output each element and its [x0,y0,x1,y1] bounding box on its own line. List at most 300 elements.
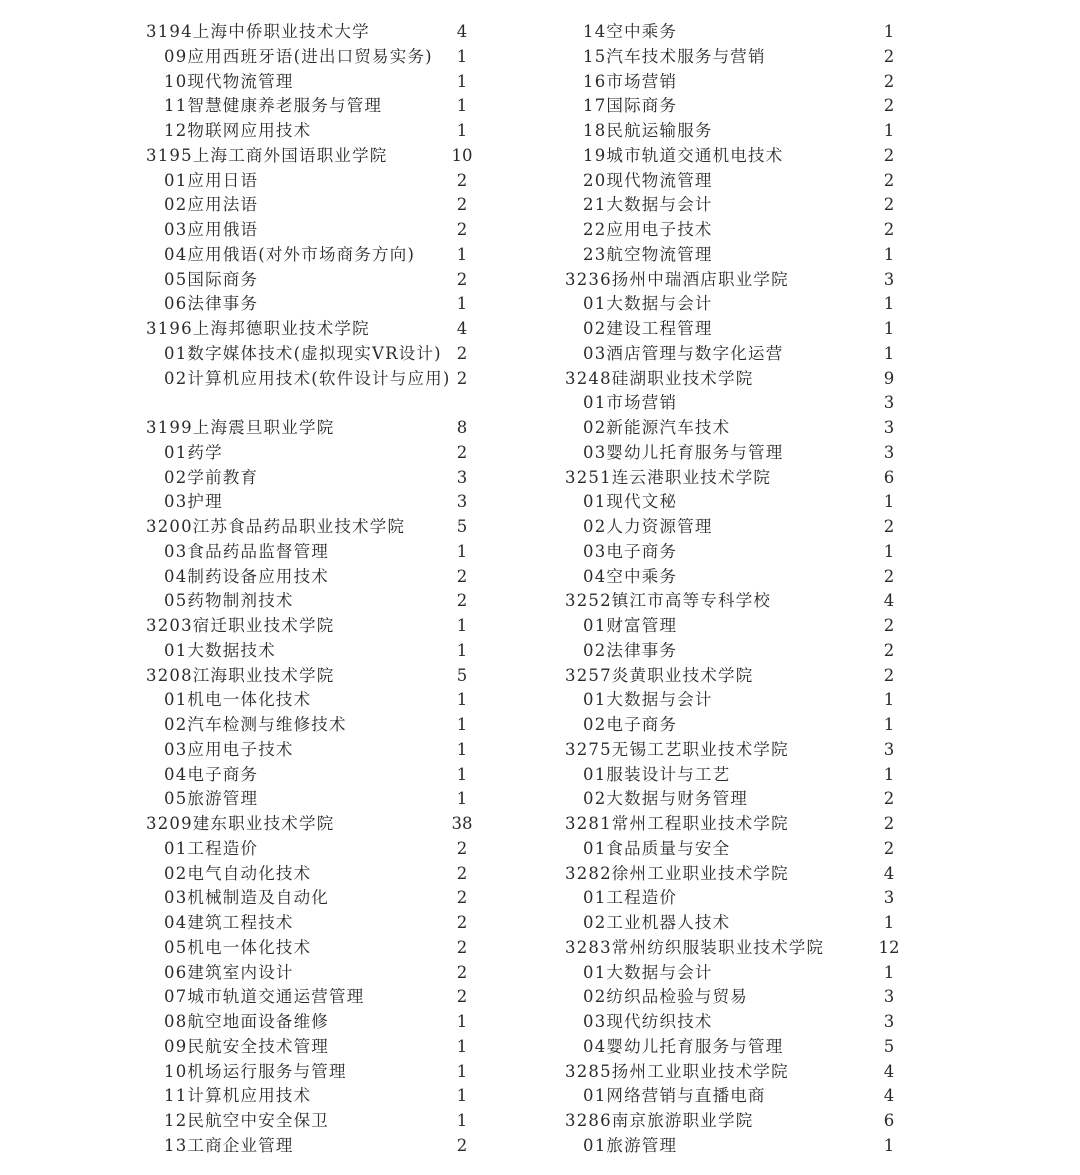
major-name: 电子商务 [187,764,259,784]
major-row [0,1084,490,1109]
major-code: 04 [164,913,188,932]
major-code: 01 [164,838,188,858]
major-name: 人力资源管理 [606,517,713,536]
enrollment-count: 1 [456,1036,468,1056]
major-code: 01 [583,962,607,982]
school-name: 徐州工业职业技术学院 [611,863,789,883]
major-code: 20 [583,170,607,190]
major-row [560,243,900,268]
school-name: 硅湖职业技术学院 [611,368,754,388]
school-code: 3281 [565,814,612,833]
major-code: 05 [164,937,188,957]
major-code: 12 [164,1111,188,1130]
enrollment-count: 38 [451,814,473,833]
major-code: 06 [164,294,188,314]
school-code: 3252 [565,591,612,611]
school-name: 上海工商外国语职业学院 [192,145,388,165]
major-name: 现代物流管理 [606,170,713,190]
school-row [560,812,900,837]
major-row [560,342,900,367]
major-name: 财富管理 [606,616,678,635]
major-row [560,169,900,194]
school-name: 常州工程职业技术学院 [611,814,789,833]
major-code: 02 [164,195,188,215]
major-name: 旅游管理 [606,1135,678,1155]
major-row [0,961,490,986]
major-name: 民航安全技术管理 [187,1036,330,1056]
school-name: 常州纺织服装职业技术学院 [611,937,825,957]
major-name: 民航空中安全保卫 [187,1111,330,1130]
major-name: 智慧健康养老服务与管理 [187,96,383,116]
enrollment-count: 4 [456,22,468,41]
major-code: 19 [583,145,607,165]
major-code: 01 [583,690,607,710]
enrollment-count: 1 [883,962,895,982]
enrollment-count: 2 [883,566,895,586]
major-name: 服装设计与工艺 [606,764,731,784]
major-code: 02 [164,467,188,487]
enrollment-count: 2 [456,838,468,858]
school-name: 上海邦德职业技术学院 [192,319,370,338]
school-row [560,862,900,887]
major-row [560,961,900,986]
enrollment-count: 1 [456,739,468,759]
major-name: 学前教育 [187,467,259,487]
school-row [0,144,490,169]
enrollment-count: 3 [883,739,895,759]
enrollment-count: 1 [456,1012,468,1031]
major-code: 15 [583,46,607,66]
school-code: 3208 [146,665,193,685]
major-row [0,639,490,664]
school-name: 江海职业技术学院 [192,665,335,685]
major-name: 空中乘务 [606,22,678,41]
major-code: 03 [164,739,188,759]
school-row [0,317,490,342]
major-name: 婴幼儿托育服务与管理 [606,1036,784,1056]
enrollment-count: 2 [456,591,468,611]
school-row [560,738,900,763]
major-row [560,70,900,95]
major-code: 07 [164,987,188,1007]
enrollment-count: 5 [883,1036,895,1056]
major-name: 国际商务 [187,269,259,289]
major-row [0,985,490,1010]
enrollment-count: 2 [456,888,468,908]
major-code: 03 [164,220,188,239]
school-code: 3195 [146,145,193,165]
enrollment-count: 5 [456,517,468,536]
major-code: 02 [583,418,607,437]
major-name: 婴幼儿托育服务与管理 [606,442,784,462]
major-row [560,639,900,664]
major-name: 城市轨道交通运营管理 [187,987,365,1007]
enrollment-count: 1 [883,22,895,41]
enrollment-count: 2 [456,863,468,883]
major-code: 10 [164,1061,188,1081]
major-name: 药学 [187,442,223,462]
major-code: 04 [164,566,188,586]
left-column [0,20,490,1159]
major-row [0,688,490,713]
school-code: 3275 [565,739,612,759]
school-code: 3194 [146,22,193,41]
school-row [560,1109,900,1134]
major-name: 应用俄语 [187,220,259,239]
enrollment-count: 1 [456,71,468,91]
major-row [560,763,900,788]
major-name: 药物制剂技术 [187,591,294,611]
major-row [560,515,900,540]
school-row [0,664,490,689]
school-code: 3283 [565,937,612,957]
major-name: 大数据与会计 [606,690,713,710]
major-row [0,119,490,144]
school-name: 江苏食品药品职业技术学院 [192,517,406,536]
major-code: 02 [583,319,607,338]
enrollment-count: 12 [878,937,900,957]
major-name: 法律事务 [187,294,259,314]
major-row [0,565,490,590]
major-row [560,292,900,317]
enrollment-count: 3 [883,1012,895,1031]
school-name: 上海震旦职业学院 [192,418,335,437]
major-name: 计算机应用技术 [187,1086,312,1106]
major-row [560,1010,900,1035]
major-code: 10 [164,71,188,91]
major-code: 04 [583,566,607,586]
major-row [0,886,490,911]
major-row [560,20,900,45]
major-row [0,367,490,417]
enrollment-count: 1 [883,244,895,264]
enrollment-count: 2 [456,368,468,388]
school-code: 3199 [146,418,193,437]
enrollment-count: 1 [883,492,895,512]
major-name: 应用电子技术 [187,739,294,759]
enrollment-count: 2 [883,170,895,190]
major-code: 11 [164,1086,188,1106]
major-code: 03 [583,442,607,462]
major-code: 01 [164,170,188,190]
major-name: 现代物流管理 [187,71,294,91]
major-code: 05 [164,269,188,289]
enrollment-count: 2 [456,937,468,957]
major-code: 02 [583,517,607,536]
school-code: 3251 [565,467,612,487]
school-row [0,416,490,441]
major-row [0,268,490,293]
major-row [0,911,490,936]
major-code: 01 [583,616,607,635]
enrollment-count: 2 [883,195,895,215]
enrollment-count: 6 [883,1111,895,1130]
major-row [560,837,900,862]
major-row [0,94,490,119]
school-code: 3203 [146,616,193,635]
major-row [560,688,900,713]
enrollment-count: 1 [456,244,468,264]
major-code: 03 [164,888,188,908]
major-row [560,119,900,144]
enrollment-count: 2 [456,343,468,363]
major-row [0,1035,490,1060]
major-row [0,466,490,491]
major-name: 计算机应用技术(软件设计与应用) [187,368,451,388]
major-row [0,589,490,614]
major-row [0,292,490,317]
major-name: 电气自动化技术 [187,863,312,883]
major-code: 22 [583,220,607,239]
major-code: 21 [583,195,607,215]
enrollment-count: 5 [456,665,468,685]
school-code: 3248 [565,368,612,388]
major-name: 汽车检测与维修技术 [187,715,347,734]
major-name: 现代纺织技术 [606,1012,713,1031]
major-row [560,985,900,1010]
major-row [560,1035,900,1060]
major-row [560,416,900,441]
enrollment-count: 1 [456,789,468,809]
major-name: 市场营销 [606,71,678,91]
major-name: 现代文秘 [606,492,678,512]
major-name: 食品药品监督管理 [187,541,330,561]
major-row [0,342,490,367]
major-row [0,713,490,738]
school-name: 上海中侨职业技术大学 [192,22,370,41]
major-code: 01 [583,492,607,512]
major-row [0,218,490,243]
major-code: 03 [583,541,607,561]
major-name: 工业机器人技术 [606,913,731,932]
enrollment-count: 2 [883,71,895,91]
major-row [0,936,490,961]
major-name: 法律事务 [606,640,678,660]
major-row [560,787,900,812]
major-row [560,193,900,218]
major-row [560,490,900,515]
enrollment-count: 2 [456,913,468,932]
major-name: 大数据技术 [187,640,276,660]
school-name: 连云港职业技术学院 [611,467,772,487]
enrollment-count: 2 [456,269,468,289]
school-row [560,664,900,689]
major-code: 04 [164,764,188,784]
major-row [0,1134,490,1159]
major-name: 新能源汽车技术 [606,418,731,437]
major-code: 17 [583,96,607,116]
major-code: 01 [164,442,188,462]
major-code: 01 [583,1135,607,1155]
right-column [560,20,900,1159]
major-row [0,837,490,862]
enrollment-count: 1 [456,541,468,561]
enrollment-count: 1 [883,764,895,784]
major-row [560,144,900,169]
school-code: 3200 [146,517,193,536]
school-row [560,936,900,961]
major-code: 16 [583,71,607,91]
major-code: 01 [164,690,188,710]
enrollment-count: 2 [883,640,895,660]
major-row [0,763,490,788]
major-name: 大数据与会计 [606,962,713,982]
school-code: 3236 [565,269,612,289]
enrollment-count: 3 [883,393,895,413]
major-row [560,540,900,565]
enrollment-count: 2 [456,220,468,239]
major-row [560,94,900,119]
enrollment-count: 2 [883,838,895,858]
major-code: 01 [583,393,607,413]
major-code: 18 [583,121,607,140]
major-code: 04 [164,244,188,264]
school-row [0,20,490,45]
major-name: 市场营销 [606,393,678,413]
enrollment-count: 2 [883,814,895,833]
enrollment-count: 2 [456,987,468,1007]
enrollment-count: 1 [883,121,895,140]
major-code: 14 [583,22,607,41]
major-name: 机电一体化技术 [187,690,312,710]
enrollment-count: 2 [456,170,468,190]
major-code: 12 [164,121,188,140]
major-name: 城市轨道交通机电技术 [606,145,784,165]
enrollment-count: 2 [883,220,895,239]
major-row [0,1109,490,1134]
enrollment-count: 1 [883,541,895,561]
enrollment-count: 3 [883,888,895,908]
school-code: 3209 [146,814,193,833]
major-name: 食品质量与安全 [606,838,731,858]
major-name: 应用电子技术 [606,220,713,239]
school-row [560,589,900,614]
enrollment-count: 1 [456,764,468,784]
enrollment-count: 1 [883,319,895,338]
major-name: 应用法语 [187,195,259,215]
major-name: 航空物流管理 [606,244,713,264]
major-code: 04 [583,1036,607,1056]
enrollment-count: 1 [456,1111,468,1130]
major-name: 建筑工程技术 [187,913,294,932]
school-code: 3285 [565,1061,612,1081]
school-row [560,268,900,293]
major-code: 02 [164,863,188,883]
major-code: 01 [583,888,607,908]
major-code: 02 [164,715,188,734]
enrollment-count: 9 [883,368,895,388]
enrollment-count: 1 [883,690,895,710]
major-code: 02 [583,987,607,1007]
school-row [0,515,490,540]
major-row [560,45,900,70]
enrollment-count: 8 [456,418,468,437]
school-row [0,812,490,837]
major-code: 01 [583,838,607,858]
enrollment-count: 2 [456,962,468,982]
major-name: 制药设备应用技术 [187,566,330,586]
major-code: 02 [583,913,607,932]
enrollment-count: 2 [883,96,895,116]
major-code: 03 [164,541,188,561]
enrollment-count: 1 [456,294,468,314]
enrollment-count: 1 [883,1135,895,1155]
school-name: 建东职业技术学院 [192,814,335,833]
school-row [560,466,900,491]
major-code: 23 [583,244,607,264]
enrollment-count: 3 [883,987,895,1007]
enrollment-count: 1 [456,121,468,140]
enrollment-count: 1 [883,913,895,932]
enrollment-count: 1 [456,1061,468,1081]
major-name: 建筑室内设计 [187,962,294,982]
school-row [560,1060,900,1085]
major-code: 06 [164,962,188,982]
enrollment-count: 4 [456,319,468,338]
school-name: 炎黄职业技术学院 [611,665,754,685]
school-name: 镇江市高等专科学校 [611,591,772,611]
major-row [560,565,900,590]
enrollment-count: 1 [883,343,895,363]
major-name: 网络营销与直播电商 [606,1086,766,1106]
major-name: 机场运行服务与管理 [187,1061,347,1081]
enrollment-count: 4 [883,591,895,611]
major-row [0,1060,490,1085]
major-name: 机械制造及自动化 [187,888,330,908]
major-name: 国际商务 [606,96,678,116]
major-name: 旅游管理 [187,789,259,809]
major-row [560,441,900,466]
major-code: 01 [583,764,607,784]
school-code: 3286 [565,1111,612,1130]
school-code: 3196 [146,319,193,338]
school-row [0,614,490,639]
school-name: 南京旅游职业学院 [611,1111,754,1130]
major-row [0,193,490,218]
major-name: 大数据与会计 [606,294,713,314]
major-name: 机电一体化技术 [187,937,312,957]
major-row [560,713,900,738]
enrollment-count: 1 [456,46,468,66]
major-name: 航空地面设备维修 [187,1012,330,1031]
enrollment-count: 3 [456,492,468,512]
major-code: 02 [583,789,607,809]
enrollment-count: 2 [456,195,468,215]
major-name: 数字媒体技术(虚拟现实VR设计) [187,343,442,363]
major-name: 大数据与会计 [606,195,713,215]
enrollment-count: 1 [456,640,468,660]
major-row [0,738,490,763]
major-row [0,70,490,95]
enrollment-count: 6 [883,467,895,487]
enrollment-count: 2 [456,1135,468,1155]
major-row [560,886,900,911]
school-name: 无锡工艺职业技术学院 [611,739,789,759]
major-code: 01 [164,640,188,660]
enrollment-count: 1 [883,294,895,314]
major-row [560,317,900,342]
major-code: 02 [583,715,607,734]
major-code: 09 [164,46,188,66]
major-row [0,169,490,194]
major-name: 酒店管理与数字化运营 [606,343,784,363]
major-code: 09 [164,1036,188,1056]
enrollment-count: 1 [456,690,468,710]
major-name: 护理 [187,492,223,512]
enrollment-count: 3 [456,467,468,487]
enrollment-count: 2 [883,145,895,165]
major-row [560,218,900,243]
